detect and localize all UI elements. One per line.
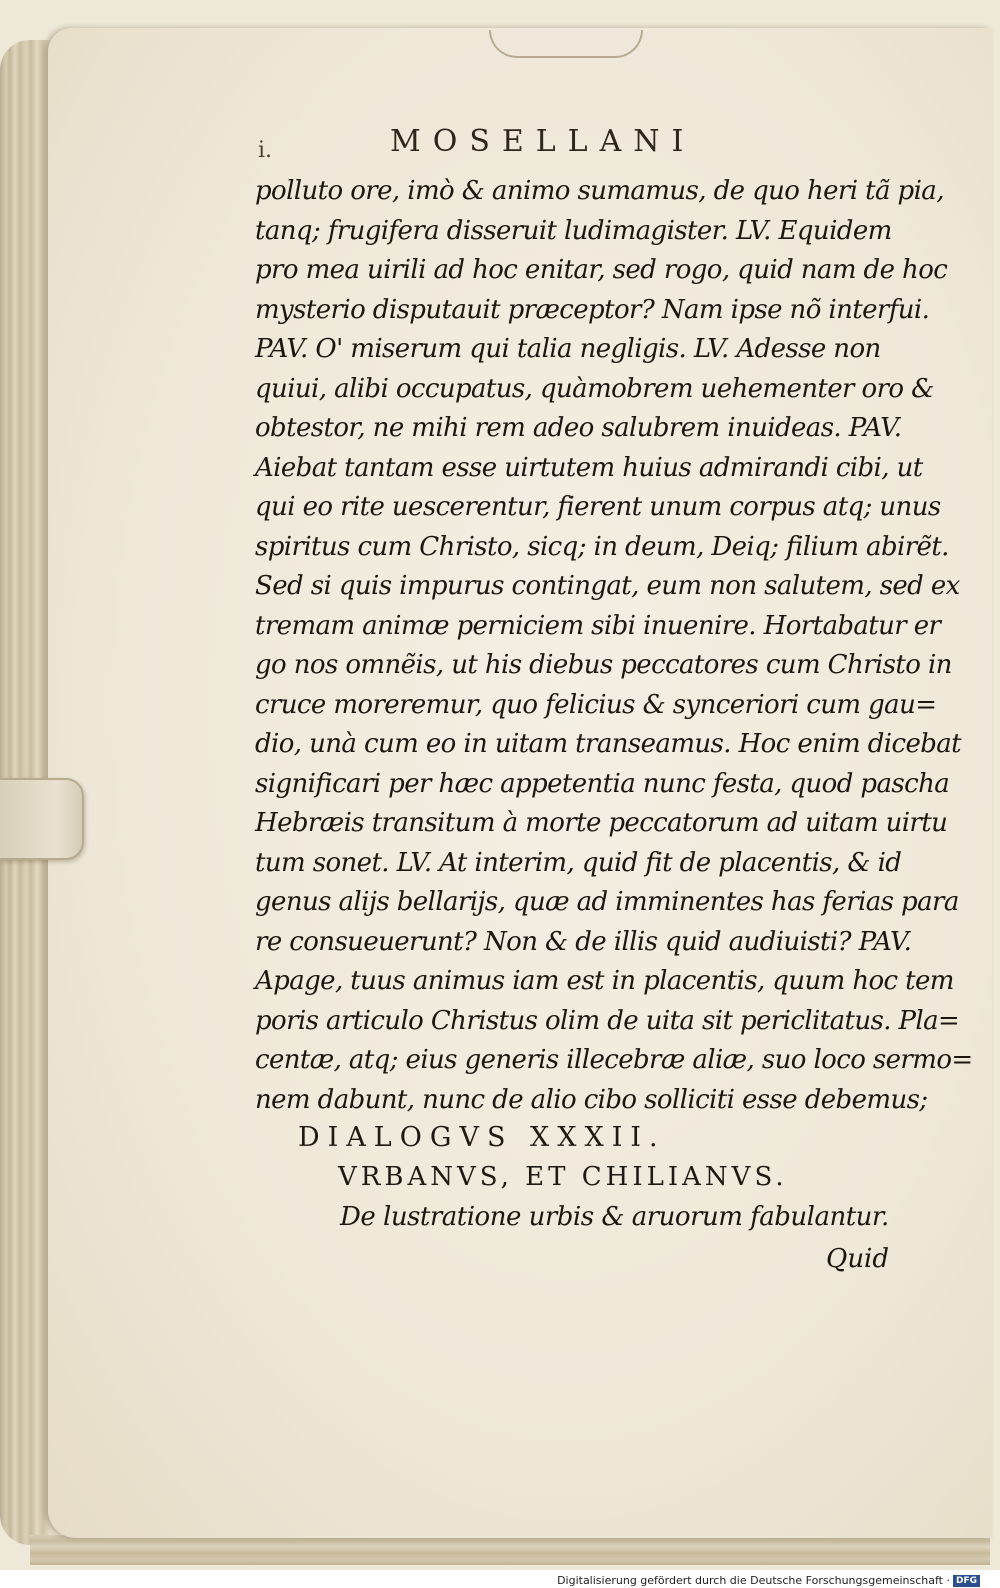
text-line: go nos omnẽis, ut his diebus peccatores cum Christo in <box>255 650 952 680</box>
text-line: cruce moreremur, quo felicius & synceriori cum gau= <box>255 689 937 720</box>
text-line: obtestor, ne mihi rem adeo salubrem inuideas. PAV. <box>255 413 902 443</box>
text-line: qui eo rite uescerentur, fierent unum corpus atq; unus <box>255 492 941 522</box>
text-line: re consueuerunt? Non & de illis quid audiuisti? PAV. <box>255 926 912 957</box>
catchword: Quid <box>826 1244 890 1274</box>
running-head: MOSELLANI <box>390 124 696 159</box>
text-line: Aiebat tantam esse uirtutem huius admirandi cibi, ut <box>255 452 923 483</box>
text-line: dio, unà cum eo in uitam transeamus. Hoc enim dicebat <box>255 729 962 759</box>
text-line: tum sonet. LV. At interim, quid fit de placentis, & id <box>255 847 902 878</box>
dfg-logo-icon: DFG <box>953 1575 980 1587</box>
text-line: polluto ore, imò & animo sumamus, de quo heri tã pia, <box>255 176 944 206</box>
folio-number: i. <box>258 138 273 163</box>
text-line: tremam animæ perniciem sibi inuenire. Hortabatur er <box>255 610 941 641</box>
text-line: nem dabunt, nunc de alio cibo solliciti esse debemus; <box>255 1084 928 1115</box>
text-line: mysterio disputauit præceptor? Nam ipse nõ interfui. <box>255 294 930 325</box>
body-text <box>255 172 973 1120</box>
dialogue-persons: VRBANVS, ET CHILIANVS. <box>338 1162 788 1192</box>
footer-text: Digitalisierung gefördert durch die Deutsche Forschungsgemeinschaft · <box>557 1574 950 1587</box>
text-line: significari per hæc appetentia nunc festa, quod pascha <box>255 768 950 799</box>
text-line: pro mea uirili ad hoc enitar, sed rogo, quid nam de hoc <box>255 255 948 285</box>
footer-credit <box>557 1574 980 1587</box>
text-line: Apage, tuus animus iam est in placentis, quum hoc tem <box>255 966 954 996</box>
text-line: Sed si quis impurus contingat, eum non salutem, sed ex <box>255 571 960 601</box>
text-line: PAV. O' miserum qui talia negligis. LV. Adesse non <box>255 334 881 364</box>
text-line: quiui, alibi occupatus, quàmobrem uehementer oro & <box>255 373 934 404</box>
dialogue-title: DIALOGVS XXXII. <box>298 1122 666 1153</box>
text-line: genus alijs bellarijs, quæ ad imminentes has ferias para <box>255 887 959 917</box>
text-line: centæ, atq; eius generis illecebræ aliæ, suo loco sermo= <box>255 1045 973 1075</box>
text-line: poris articulo Christus olim de uita sit periclitatus. Pla= <box>255 1005 960 1036</box>
text-line: tanq; frugifera disseruit ludimagister. LV. Equidem <box>255 215 892 246</box>
bookmark-tab <box>0 778 84 860</box>
page-notch <box>489 30 643 58</box>
text-line: Hebræis transitum à morte peccatorum ad uitam uirtu <box>255 808 948 838</box>
dialogue-subtitle: De lustratione urbis & aruorum fabulantur. <box>340 1202 889 1232</box>
text-line: spiritus cum Christo, sicq; in deum, Deiq; filium abirẽt. <box>255 531 949 562</box>
bottom-page-edges <box>30 1535 990 1565</box>
